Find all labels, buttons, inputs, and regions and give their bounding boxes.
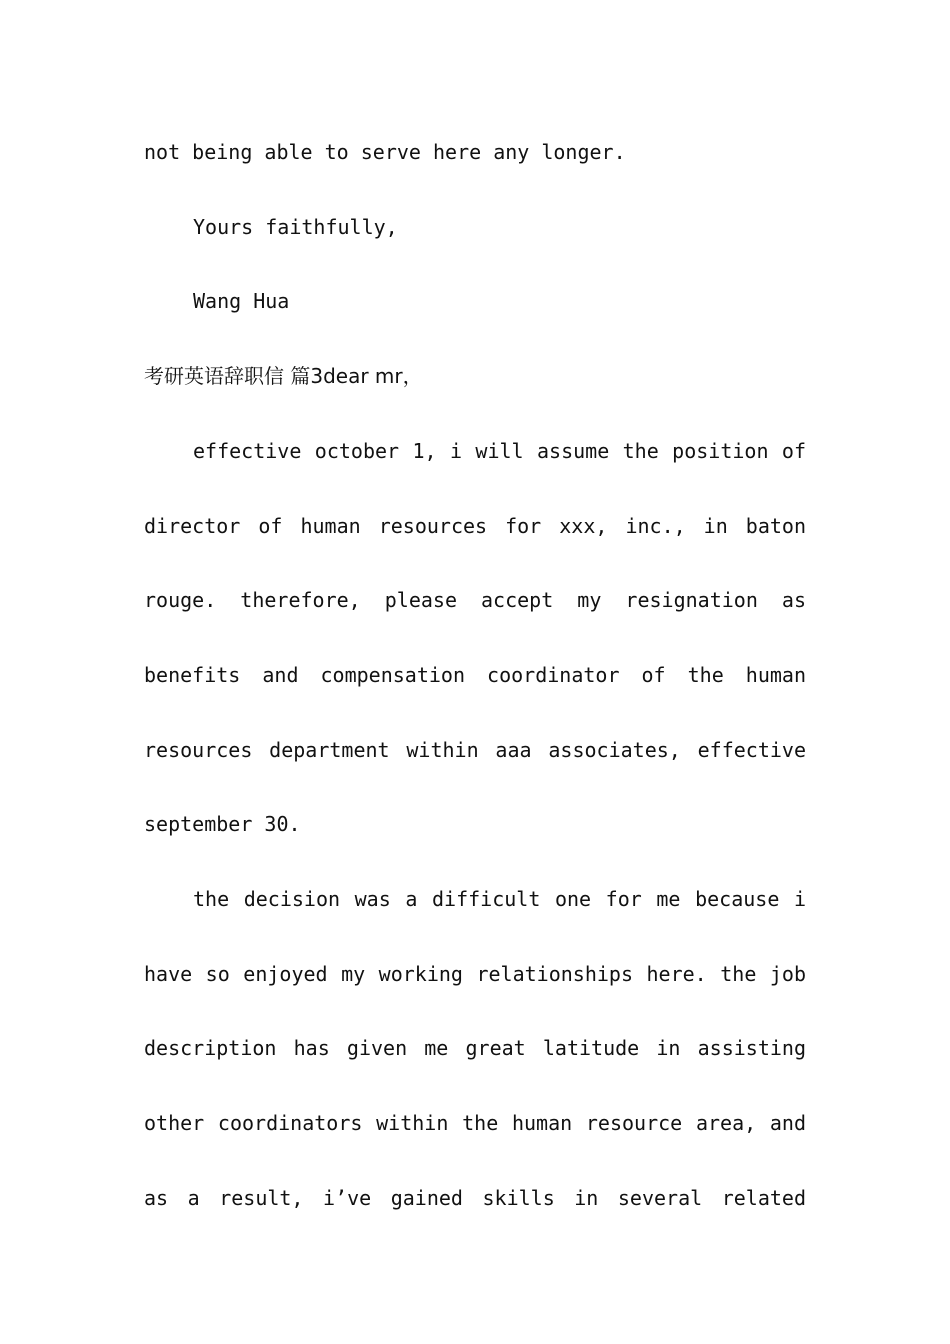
body-text-line: have so enjoyed my working relationships here. the job [144,962,806,986]
body-text-line: director of human resources for xxx, inc., in baton [144,514,806,538]
body-text-line: as a result, i’ve gained skills in several related [144,1186,806,1210]
body-text-line: september 30. [144,812,301,836]
body-text-line: description has given me great latitude in assisting [144,1036,806,1060]
closing-salutation: Yours faithfully, [193,215,398,239]
signature-name: Wang Hua [193,289,290,313]
body-text-line: rouge. therefore, please accept my resignation as [144,588,806,612]
body-text-line: resources department within aaa associates, effective [144,738,806,762]
body-text-line: the decision was a difficult one for me because i [193,887,806,911]
body-text-line: not being able to serve here any longer. [144,140,626,164]
section-heading: 考研英语辞职信 篇3dear mr， [144,364,423,388]
body-text-line: effective october 1, i will assume the position of [193,439,806,463]
body-text-line: other coordinators within the human resource area, and [144,1111,806,1135]
body-text-line: benefits and compensation coordinator of the human [144,663,806,687]
